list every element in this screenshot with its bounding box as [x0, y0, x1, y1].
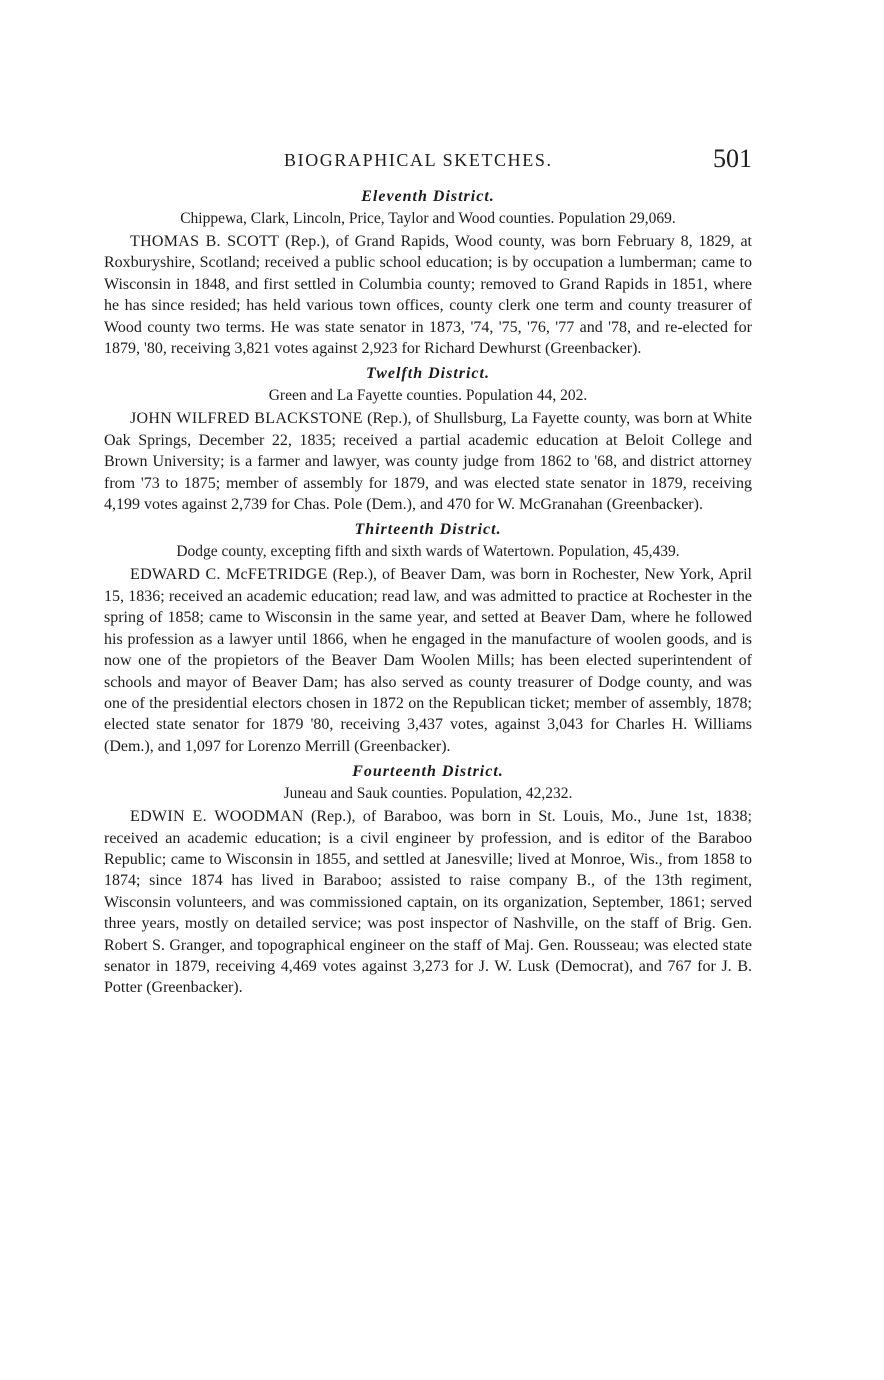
district-counties: Chippewa, Clark, Lincoln, Price, Taylor and Wood counties. Population 29,069. — [180, 210, 676, 227]
district-twelfth — [104, 365, 752, 515]
book-page — [104, 144, 752, 1005]
district-eleventh — [104, 188, 752, 359]
biography-text: (Rep.), of Shullsburg, La Fayette county, was born at White Oak Springs, December 22, 1835; received a partial academic education at Beloit College and Brown University; is a farmer and lawyer, was county judge from 1862 to '68, and district attorney from '73 to 1875; member of assembly for 1879, and was elected state senator in 1879, receiving 4,199 votes against 2,739 for Chas. Pole (Dem.), and 470 for W. McGranahan (Greenbacker). — [104, 410, 752, 514]
district-heading: Eleventh District. — [361, 188, 495, 205]
district-heading: Thirteenth District. — [354, 521, 502, 539]
district-counties: Green and La Fayette counties. Population 44, 202. — [268, 387, 588, 405]
senator-biography — [104, 408, 752, 515]
district-fourteenth — [104, 763, 752, 999]
senator-biography — [104, 564, 752, 757]
district-counties: Juneau and Sauk counties. Population, 42,232. — [283, 785, 573, 803]
biography-text: (Rep.), of Baraboo, was born in St. Louis, Mo., June 1st, 1838; received an academic education; is a civil engineer by profession, and is editor of the Baraboo Republic; came to Wisconsin in 1855, and settled at Janesville; lived at Monroe, Wis., from 1858 to 1874; since 1874 has lived in Baraboo; assisted to raise company B., of the 13th regiment, Wisconsin volunteers, and was commissioned captain, on its organization, September, 1861; served three years, mostly on detailed service; was post inspector of Nashville, on the staff of Brig. Gen. Robert S. Granger, and topographical engineer on the staff of Maj. Gen. Rousseau; was elected state senator in 1879, receiving 4,469 votes against 3,273 for J. W. Lusk (Democrat), and 767 for J. B. Potter (Greenbacker). — [104, 808, 753, 997]
district-counties: Dodge county, excepting fifth and sixth wards of Watertown. Population, 45,439. — [176, 543, 680, 561]
page-number: 501 — [713, 144, 752, 173]
senator-biography — [104, 231, 752, 359]
running-head — [104, 144, 752, 178]
district-heading: Twelfth District. — [366, 365, 490, 383]
biography-text: (Rep.), of Grand Rapids, Wood county, was born February 8, 1829, at Roxburyshire, Scotland; received a public school education; is by occupation a lumberman; came to Wisconsin in 1848, and first settled in Columbia county; removed to Grand Rapids in 1851, where he has since resided; has held various town offices, county clerk one term and county treasurer of Wood county two terms. He was state senator in 1873, '74, '75, '76, '77 and '78, and re-elected for 1879, '80, receiving 3,821 votes against 2,923 for Richard Dewhurst (Greenbacker). — [104, 233, 753, 358]
senator-name: EDWARD C. McFETRIDGE — [130, 566, 328, 584]
senator-biography — [104, 806, 752, 999]
senator-name: EDWIN E. WOODMAN — [130, 808, 304, 826]
senator-name: JOHN WILFRED BLACKSTONE — [130, 410, 363, 428]
district-heading: Fourteenth District. — [352, 763, 504, 781]
senator-name: THOMAS B. SCOTT — [130, 233, 280, 250]
running-title: BIOGRAPHICAL SKETCHES. — [284, 150, 553, 170]
district-thirteenth — [104, 521, 752, 757]
biography-text: (Rep.), of Beaver Dam, was born in Rochester, New York, April 15, 1836; received an academic education; read law, and was admitted to practice at Rochester in the spring of 1858; came to Wisconsin in the same year, and setted at Beaver Dam, where he followed his profession as a lawyer until 1866, when he engaged in the manufacture of woolen goods, and is now one of the propietors of the Beaver Dam Woolen Mills; has been elected superintendent of schools and mayor of Beaver Dam; has also served as county treasurer of Dodge county, and was one of the presidential electors chosen in 1872 on the Republican ticket; member of assembly, 1878; elected state senator for 1879 '80, receiving 3,437 votes, against 3,043 for Charles H. Williams (Dem.), and 1,097 for Lorenzo Merrill (Greenbacker). — [104, 566, 752, 755]
